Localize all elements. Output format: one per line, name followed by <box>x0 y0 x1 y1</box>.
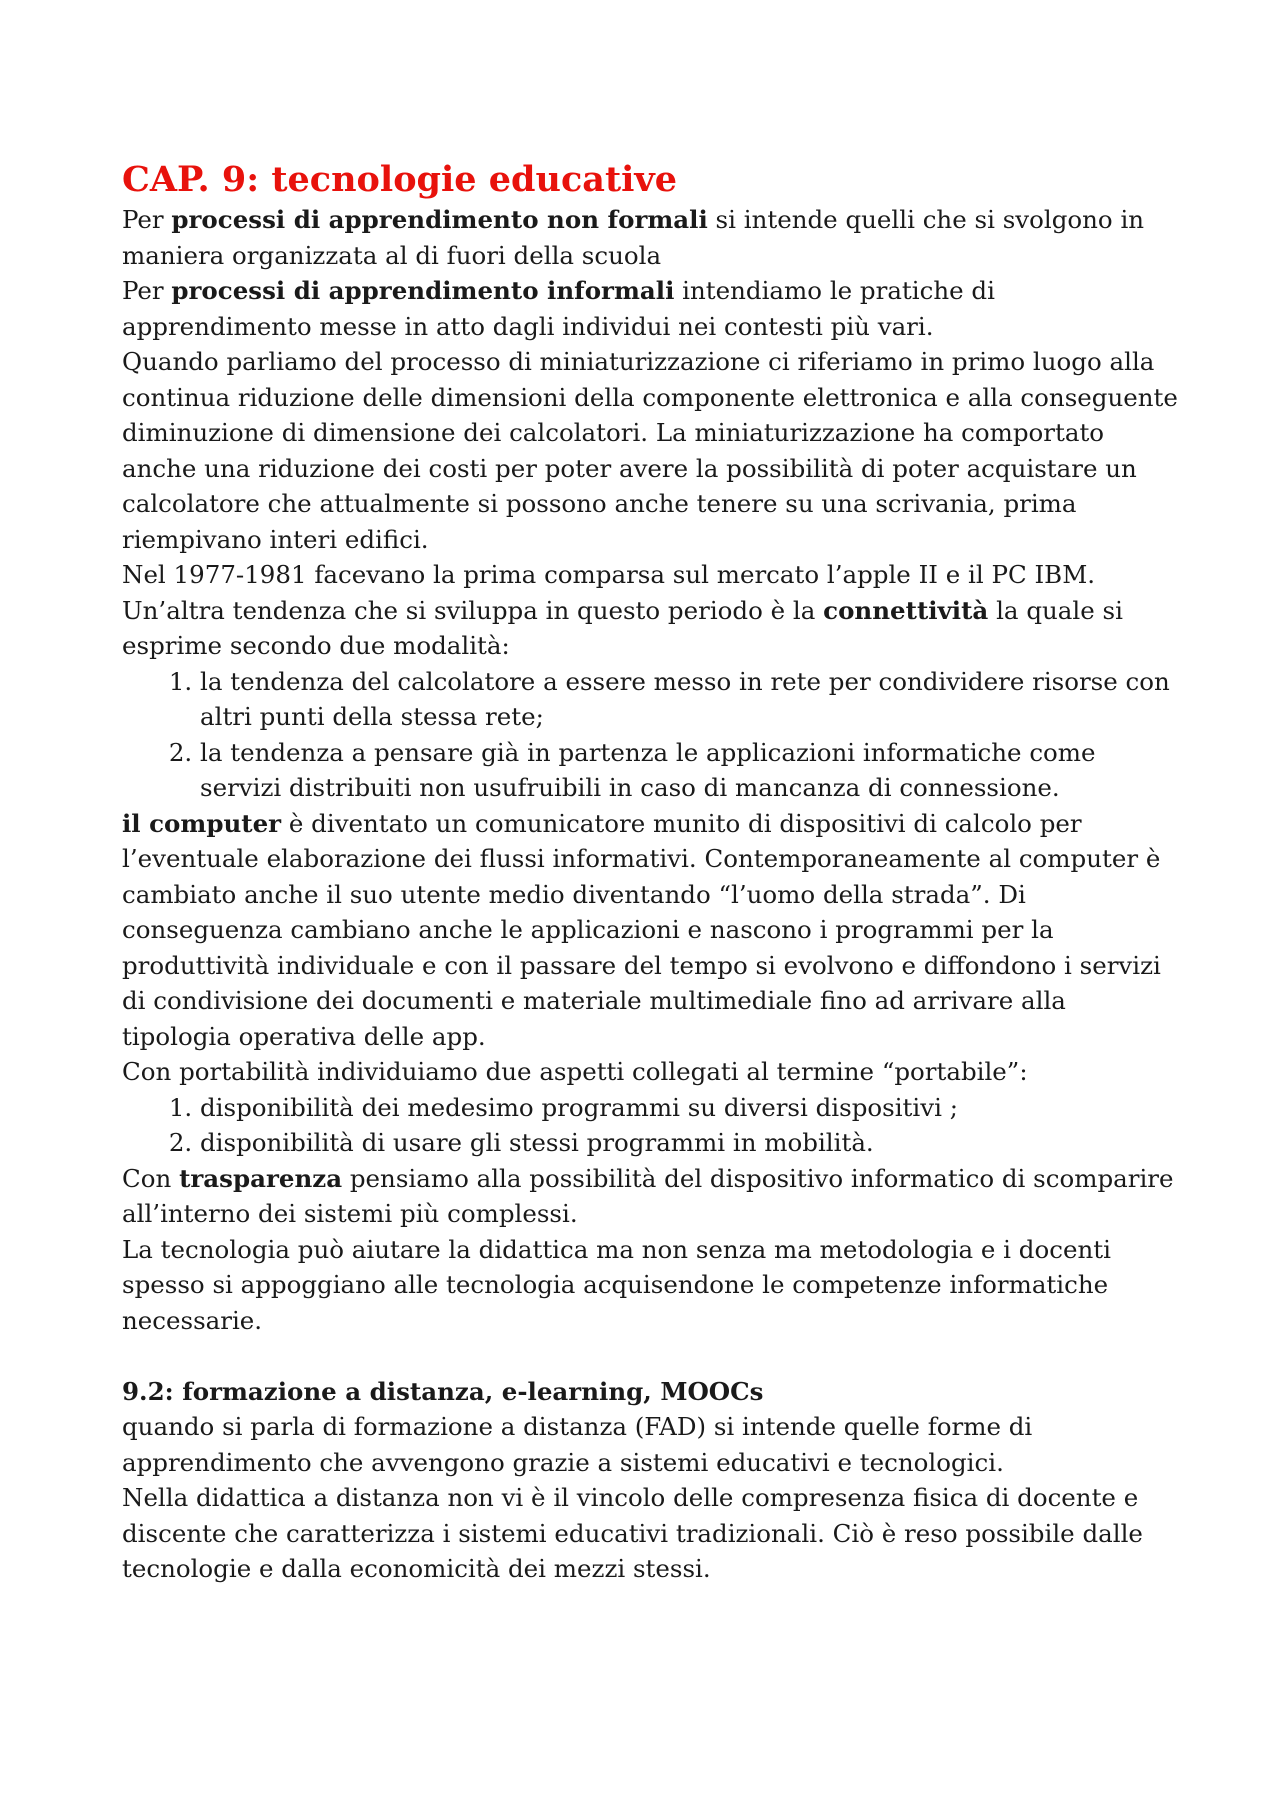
paragraph-computer <box>122 806 1182 1055</box>
text: la quale si esprime secondo due modalità: <box>122 595 1123 660</box>
text: si intende quelli che si svolgono in maniera organizzata al di fuori della scuola <box>122 205 1145 270</box>
document-page <box>122 158 1182 1587</box>
section-heading: 9.2: formazione a distanza, e-learning, MOOCs <box>122 1376 764 1406</box>
portability-list <box>122 1090 1182 1161</box>
paragraph-miniaturization: Quando parliamo del processo di miniaturizzazione ci riferiamo in primo luogo alla continua riduzione delle dimensioni della componente elettronica e alla conseguente diminuzione di dimensione dei calcolatori. La miniaturizzazione ha comportato anche una riduzione dei costi per poter avere la possibilità di poter acquistare un calcolatore che attualmente si possono anche tenere su una scrivania, prima riempivano interi edifici. <box>122 347 1178 554</box>
bold-term: processi di apprendimento informali <box>171 276 675 305</box>
list-item: 1. disponibilità dei medesimo programmi su diversi dispositivi ; <box>200 1090 1182 1126</box>
paragraph-history: Nel 1977-1981 facevano la prima comparsa sul mercato l’apple II e il PC IBM. <box>122 560 1096 589</box>
paragraph-informal <box>122 273 1182 344</box>
bold-term: trasparenza <box>179 1163 343 1193</box>
bold-term: il computer <box>122 808 282 838</box>
paragraph-transparency <box>122 1161 1182 1232</box>
text: è diventato un comunicatore munito di dispositivi di calcolo per l’eventuale elaborazione dei flussi informativi. Contemporaneamente al computer è cambiato anche il suo utente medio diventando “l’uomo della strada”. Di conseguenza cambiano anche le applicazioni e nascono i programmi per la produttività individuale e con il passare del tempo si evolvono e diffondono i servizi di condivisione dei documenti e materiale multimediale fino ad arrivare alla tipologia operativa delle app. <box>122 808 1161 1051</box>
paragraph-technology: La tecnologia può aiutare la didattica ma non senza ma metodologia e i docenti spesso si appoggiano alle tecnologia acquisendone le competenze informatiche necessarie. <box>122 1234 1111 1335</box>
text: Con <box>122 1163 180 1193</box>
list-item: 1. la tendenza del calcolatore a essere messo in rete per condividere risorse con altri punti della stessa rete; <box>200 664 1182 735</box>
list-item: 2. la tendenza a pensare già in partenza le applicazioni informatiche come servizi distribuiti non usufruibili in caso di mancanza di connessione. <box>200 735 1182 806</box>
connectivity-list <box>122 664 1182 806</box>
text: intendiamo le pratiche di apprendimento messe in atto dagli individui nei contesti più vari. <box>122 276 995 341</box>
text: Per <box>122 205 172 234</box>
text: Un’altra tendenza che si sviluppa in questo periodo è la <box>122 595 824 625</box>
paragraph-fad: quando si parla di formazione a distanza (FAD) si intende quelle forme di apprendimento che avvengono grazie a sistemi educativi e tecnologici. <box>122 1412 1033 1477</box>
paragraph-connectivity <box>122 593 1182 664</box>
paragraph-distance-learning: Nella didattica a distanza non vi è il vincolo delle compresenza fisica di docente e discente che caratterizza i sistemi educativi tradizionali. Ciò è reso possibile dalle tecnologie e dalla economicità dei mezzi stessi. <box>122 1483 1143 1583</box>
bold-term: connettività <box>823 595 989 625</box>
text: Per <box>122 276 172 305</box>
list-item: 2. disponibilità di usare gli stessi programmi in mobilità. <box>200 1125 1182 1161</box>
paragraph-portability: Con portabilità individuiamo due aspetti collegati al termine “portabile”: <box>122 1057 1028 1086</box>
text: pensiamo alla possibilità del dispositivo informatico di scomparire all’interno dei sistemi più complessi. <box>122 1163 1174 1228</box>
chapter-title: CAP. 9: tecnologie educative <box>122 159 678 200</box>
bold-term: processi di apprendimento non formali <box>171 205 708 234</box>
paragraph-non-formal <box>122 202 1182 273</box>
blank-line <box>122 1338 1182 1374</box>
